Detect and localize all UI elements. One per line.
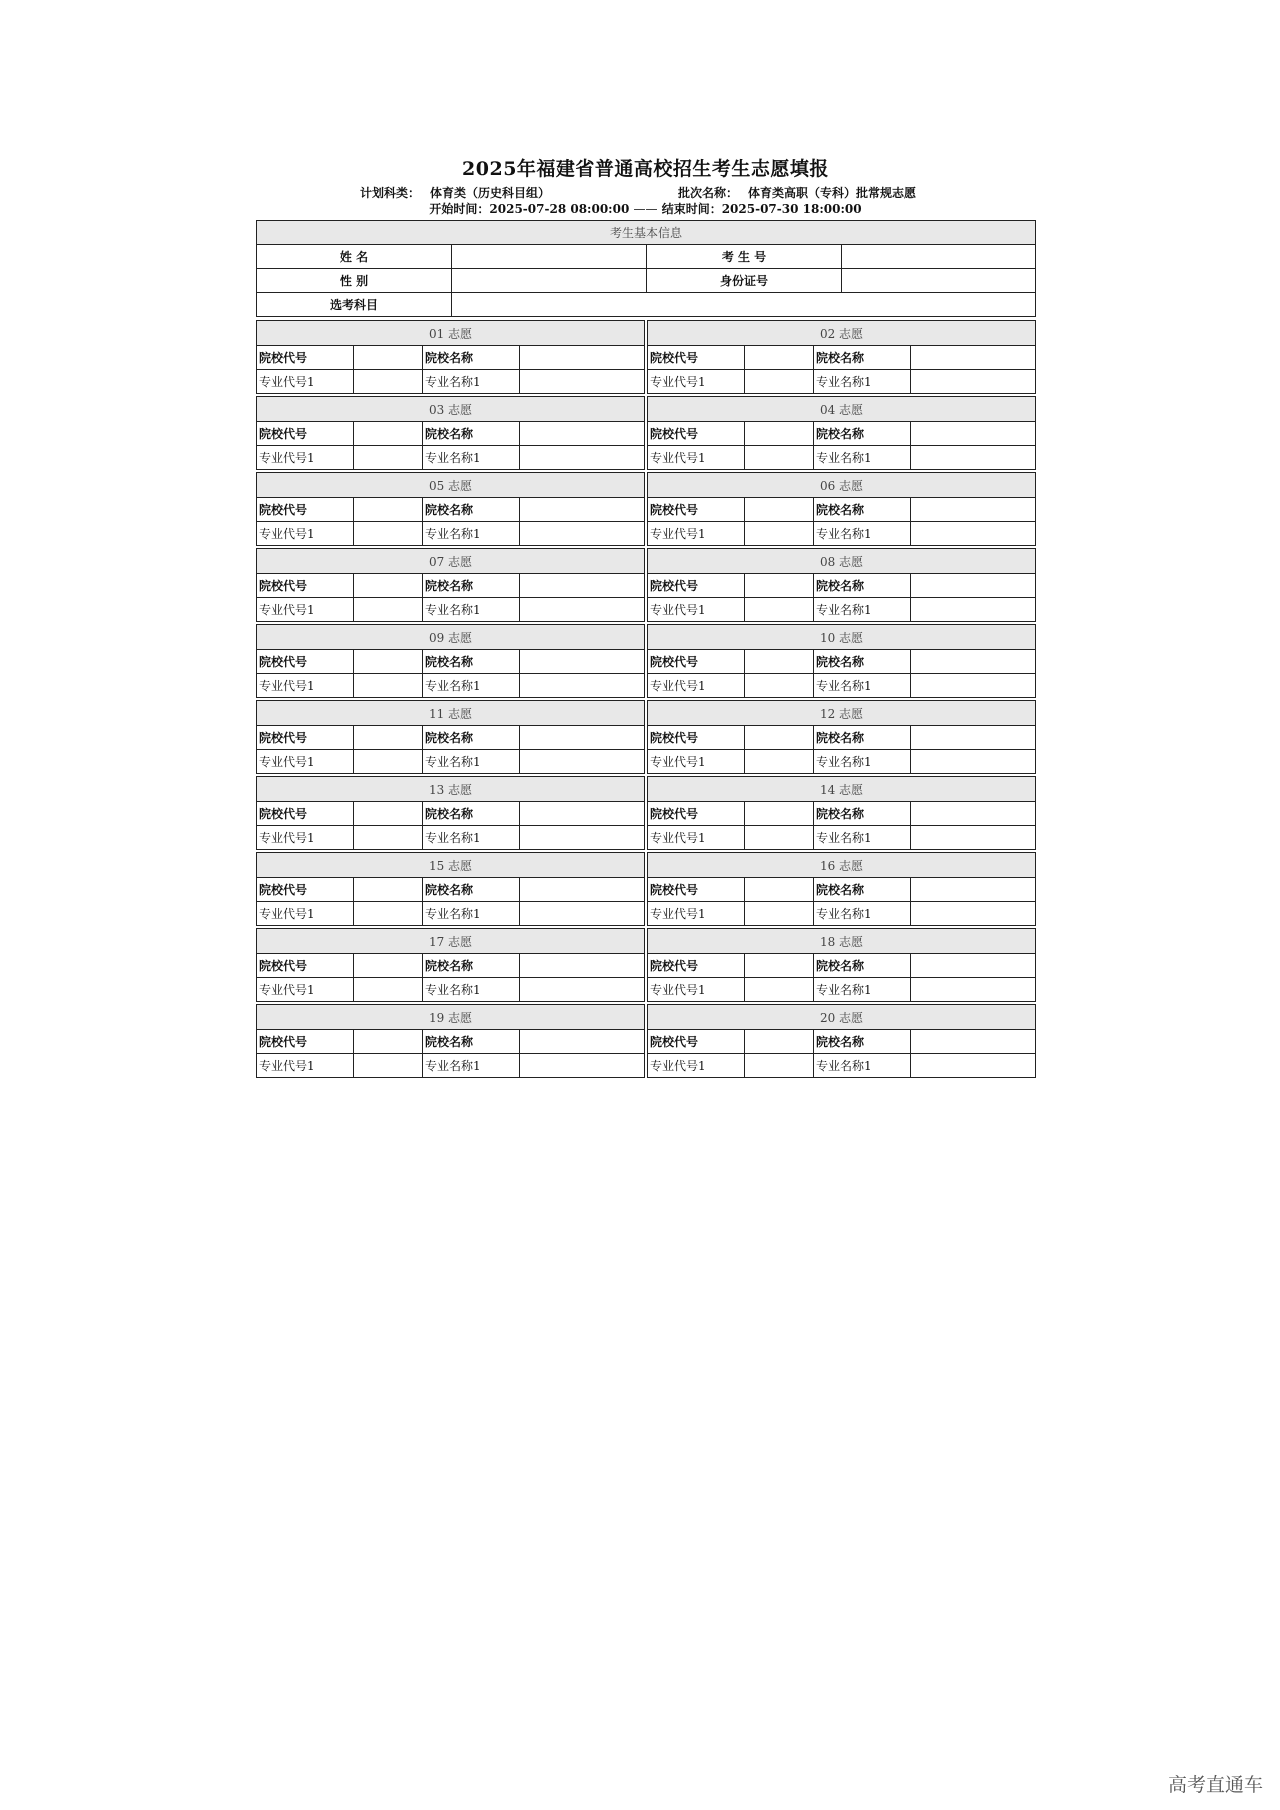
major-row: [648, 446, 1036, 470]
major-row: [648, 370, 1036, 394]
school-row: [257, 574, 645, 598]
school-row: [648, 574, 1036, 598]
volunteer-title: 15 志愿: [257, 853, 645, 878]
major-code-field[interactable]: [354, 826, 423, 850]
major-row: [257, 902, 645, 926]
volunteer-block: [256, 776, 645, 850]
school-code-label: 院校代号: [257, 650, 354, 674]
school-name-field[interactable]: [911, 574, 1036, 598]
major-code-field[interactable]: [354, 750, 423, 774]
school-name-label: 院校名称: [814, 498, 911, 522]
volunteer-header-row: [257, 777, 645, 802]
major-name-field[interactable]: [911, 522, 1036, 546]
end-label: 结束时间：: [661, 202, 722, 216]
volunteer-title: 09 志愿: [257, 625, 645, 650]
major-code-label: 专业代号1: [257, 978, 354, 1002]
end-value: 2025-07-30 18:00:00: [721, 202, 862, 216]
major-name-field[interactable]: [911, 902, 1036, 926]
school-row: [257, 878, 645, 902]
major-row: [648, 598, 1036, 622]
school-name-label: 院校名称: [814, 878, 911, 902]
watermark: 高考直通车: [1167, 1774, 1263, 1796]
major-row: [648, 902, 1036, 926]
major-row: [257, 522, 645, 546]
major-name-field[interactable]: [911, 750, 1036, 774]
school-name-field[interactable]: [520, 574, 645, 598]
school-name-field[interactable]: [520, 878, 645, 902]
major-code-label: 专业代号1: [648, 902, 745, 926]
major-row: [648, 674, 1036, 698]
volunteer-title: 07 志愿: [257, 549, 645, 574]
major-name-label: 专业名称1: [423, 598, 520, 622]
major-name-field[interactable]: [520, 598, 645, 622]
volunteer-title: 13 志愿: [257, 777, 645, 802]
volunteer-title: 08 志愿: [648, 549, 1036, 574]
volunteer-header-row: [257, 549, 645, 574]
major-code-field[interactable]: [745, 370, 814, 394]
school-name-label: 院校名称: [814, 954, 911, 978]
school-name-label: 院校名称: [423, 802, 520, 826]
major-name-field[interactable]: [520, 750, 645, 774]
major-row: [648, 750, 1036, 774]
school-row: [648, 954, 1036, 978]
school-code-field[interactable]: [745, 498, 814, 522]
school-code-field[interactable]: [354, 346, 423, 370]
major-code-label: 专业代号1: [648, 674, 745, 698]
school-name-label: 院校名称: [814, 802, 911, 826]
volunteer-title: 11 志愿: [257, 701, 645, 726]
school-code-field[interactable]: [745, 802, 814, 826]
volunteer-block: [256, 548, 645, 622]
school-row: [648, 422, 1036, 446]
major-name-label: 专业名称1: [423, 826, 520, 850]
volunteer-title: 14 志愿: [648, 777, 1036, 802]
school-code-field[interactable]: [745, 878, 814, 902]
major-name-label: 专业名称1: [423, 1054, 520, 1078]
major-code-label: 专业代号1: [648, 370, 745, 394]
major-code-label: 专业代号1: [257, 370, 354, 394]
school-row: [648, 878, 1036, 902]
name-label: 姓 名: [257, 245, 452, 269]
major-name-field[interactable]: [911, 598, 1036, 622]
volunteer-header-row: [257, 397, 645, 422]
plan-value: 体育类（历史科目组）: [430, 186, 551, 200]
school-code-label: 院校代号: [648, 422, 745, 446]
basic-row-2: [257, 269, 1036, 293]
school-name-label: 院校名称: [423, 422, 520, 446]
volunteer-block: [256, 928, 645, 1002]
volunteer-header-row: [257, 625, 645, 650]
volunteer-block: [256, 852, 645, 926]
major-code-field[interactable]: [745, 674, 814, 698]
volunteer-header-row: [648, 853, 1036, 878]
major-code-field[interactable]: [354, 522, 423, 546]
major-code-label: 专业代号1: [648, 1054, 745, 1078]
volunteer-title: 06 志愿: [648, 473, 1036, 498]
school-code-field[interactable]: [354, 574, 423, 598]
volunteer-header-row: [257, 473, 645, 498]
major-code-label: 专业代号1: [648, 598, 745, 622]
school-row: [648, 802, 1036, 826]
school-code-label: 院校代号: [257, 954, 354, 978]
major-name-field[interactable]: [911, 978, 1036, 1002]
school-code-field[interactable]: [354, 954, 423, 978]
school-name-label: 院校名称: [423, 954, 520, 978]
school-code-field[interactable]: [354, 802, 423, 826]
major-code-field[interactable]: [354, 1054, 423, 1078]
basic-info-table: [256, 220, 1036, 317]
major-name-label: 专业名称1: [814, 370, 911, 394]
school-row: [648, 726, 1036, 750]
school-code-label: 院校代号: [257, 574, 354, 598]
id-label: 身份证号: [647, 269, 842, 293]
school-name-field[interactable]: [911, 346, 1036, 370]
volunteer-block: [647, 700, 1036, 774]
major-code-field[interactable]: [354, 446, 423, 470]
major-code-label: 专业代号1: [257, 902, 354, 926]
school-row: [648, 498, 1036, 522]
major-name-label: 专业名称1: [423, 978, 520, 1002]
school-name-field[interactable]: [911, 1030, 1036, 1054]
major-code-field[interactable]: [354, 902, 423, 926]
school-name-label: 院校名称: [814, 574, 911, 598]
school-code-label: 院校代号: [257, 346, 354, 370]
major-name-field[interactable]: [520, 446, 645, 470]
school-name-field[interactable]: [911, 954, 1036, 978]
major-name-label: 专业名称1: [814, 750, 911, 774]
school-code-field[interactable]: [745, 954, 814, 978]
volunteer-title: 05 志愿: [257, 473, 645, 498]
major-name-field[interactable]: [520, 522, 645, 546]
school-name-field[interactable]: [911, 650, 1036, 674]
volunteer-block: [647, 1004, 1036, 1078]
major-name-field[interactable]: [520, 674, 645, 698]
major-code-field[interactable]: [745, 750, 814, 774]
plan-label: 计划科类：: [360, 186, 421, 200]
volunteer-title: 03 志愿: [257, 397, 645, 422]
volunteer-title: 18 志愿: [648, 929, 1036, 954]
exam-no-field[interactable]: [842, 245, 1036, 269]
school-name-field[interactable]: [520, 346, 645, 370]
volunteer-header-row: [648, 321, 1036, 346]
school-code-label: 院校代号: [648, 802, 745, 826]
major-code-label: 专业代号1: [257, 750, 354, 774]
major-row: [648, 522, 1036, 546]
school-name-label: 院校名称: [423, 726, 520, 750]
major-name-label: 专业名称1: [423, 370, 520, 394]
school-code-field[interactable]: [354, 878, 423, 902]
major-code-label: 专业代号1: [648, 446, 745, 470]
major-name-field[interactable]: [911, 370, 1036, 394]
volunteer-header-row: [257, 321, 645, 346]
plan-batch-line: [256, 182, 1035, 200]
school-name-label: 院校名称: [814, 650, 911, 674]
school-name-field[interactable]: [520, 650, 645, 674]
volunteer-title: 12 志愿: [648, 701, 1036, 726]
volunteer-title: 17 志愿: [257, 929, 645, 954]
major-code-label: 专业代号1: [257, 598, 354, 622]
major-name-field[interactable]: [520, 1054, 645, 1078]
school-name-field[interactable]: [520, 422, 645, 446]
school-row: [257, 650, 645, 674]
school-code-field[interactable]: [354, 650, 423, 674]
start-value: 2025-07-28 08:00:00: [489, 202, 630, 216]
volunteer-header-row: [648, 1005, 1036, 1030]
major-name-label: 专业名称1: [814, 522, 911, 546]
school-code-label: 院校代号: [648, 726, 745, 750]
basic-info-header-row: [257, 221, 1036, 245]
major-code-label: 专业代号1: [648, 826, 745, 850]
school-code-field[interactable]: [745, 574, 814, 598]
school-row: [257, 346, 645, 370]
school-name-field[interactable]: [520, 726, 645, 750]
major-name-label: 专业名称1: [814, 902, 911, 926]
major-code-field[interactable]: [354, 978, 423, 1002]
school-row: [257, 802, 645, 826]
volunteer-header-row: [648, 777, 1036, 802]
major-code-field[interactable]: [745, 1054, 814, 1078]
school-code-label: 院校代号: [257, 1030, 354, 1054]
major-name-label: 专业名称1: [423, 902, 520, 926]
application-form: [256, 156, 1035, 1078]
school-code-label: 院校代号: [257, 498, 354, 522]
major-name-field[interactable]: [911, 446, 1036, 470]
major-row: [257, 1054, 645, 1078]
major-row: [648, 978, 1036, 1002]
school-name-label: 院校名称: [814, 1030, 911, 1054]
school-name-label: 院校名称: [423, 650, 520, 674]
school-row: [648, 1030, 1036, 1054]
major-name-field[interactable]: [520, 978, 645, 1002]
school-name-field[interactable]: [520, 954, 645, 978]
basic-row-1: [257, 245, 1036, 269]
start-label: 开始时间：: [429, 202, 490, 216]
school-name-field[interactable]: [911, 422, 1036, 446]
school-name-label: 院校名称: [423, 498, 520, 522]
major-name-label: 专业名称1: [423, 522, 520, 546]
volunteer-header-row: [648, 625, 1036, 650]
major-code-label: 专业代号1: [648, 978, 745, 1002]
major-code-field[interactable]: [354, 598, 423, 622]
major-name-label: 专业名称1: [814, 674, 911, 698]
volunteer-header-row: [648, 549, 1036, 574]
volunteer-header-row: [648, 929, 1036, 954]
school-name-label: 院校名称: [423, 346, 520, 370]
major-code-label: 专业代号1: [257, 674, 354, 698]
volunteer-block: [256, 396, 645, 470]
volunteer-block: [256, 320, 645, 394]
major-name-label: 专业名称1: [423, 750, 520, 774]
school-code-label: 院校代号: [648, 878, 745, 902]
school-row: [257, 422, 645, 446]
name-field[interactable]: [452, 245, 647, 269]
major-row: [257, 446, 645, 470]
school-row: [257, 954, 645, 978]
school-row: [257, 1030, 645, 1054]
school-row: [257, 726, 645, 750]
school-code-label: 院校代号: [257, 726, 354, 750]
school-name-label: 院校名称: [423, 1030, 520, 1054]
school-code-field[interactable]: [745, 650, 814, 674]
volunteer-header-row: [257, 701, 645, 726]
school-code-label: 院校代号: [648, 346, 745, 370]
volunteer-grid: [256, 320, 1035, 1078]
form-title: 2025年福建省普通高校招生考生志愿填报: [462, 158, 829, 180]
major-name-label: 专业名称1: [814, 826, 911, 850]
school-code-label: 院校代号: [257, 802, 354, 826]
school-row: [257, 498, 645, 522]
volunteer-block: [647, 396, 1036, 470]
volunteer-block: [647, 624, 1036, 698]
volunteer-header-row: [257, 1005, 645, 1030]
major-code-field[interactable]: [745, 978, 814, 1002]
volunteer-header-row: [648, 473, 1036, 498]
school-name-field[interactable]: [520, 802, 645, 826]
school-code-field[interactable]: [745, 346, 814, 370]
volunteer-block: [256, 624, 645, 698]
volunteer-block: [647, 928, 1036, 1002]
batch-value: 体育类高职（专科）批常规志愿: [748, 186, 917, 200]
major-name-label: 专业名称1: [814, 598, 911, 622]
major-name-label: 专业名称1: [423, 674, 520, 698]
volunteer-block: [647, 776, 1036, 850]
major-name-label: 专业名称1: [423, 446, 520, 470]
school-code-label: 院校代号: [648, 954, 745, 978]
major-name-field[interactable]: [520, 370, 645, 394]
major-code-field[interactable]: [745, 446, 814, 470]
major-row: [257, 978, 645, 1002]
subjects-field[interactable]: [452, 293, 1036, 317]
school-name-label: 院校名称: [423, 574, 520, 598]
major-name-label: 专业名称1: [814, 978, 911, 1002]
basic-info-header: 考生基本信息: [257, 221, 1036, 245]
school-code-field[interactable]: [745, 422, 814, 446]
batch-info: [678, 184, 916, 201]
batch-label: 批次名称：: [678, 186, 739, 200]
school-code-field[interactable]: [354, 422, 423, 446]
school-row: [648, 346, 1036, 370]
volunteer-title: 16 志愿: [648, 853, 1036, 878]
school-code-field[interactable]: [354, 498, 423, 522]
major-row: [257, 674, 645, 698]
plan-info: [360, 184, 550, 201]
major-code-field[interactable]: [745, 522, 814, 546]
major-row: [648, 826, 1036, 850]
school-row: [648, 650, 1036, 674]
id-field[interactable]: [842, 269, 1036, 293]
school-code-label: 院校代号: [648, 498, 745, 522]
major-code-field[interactable]: [354, 370, 423, 394]
major-code-label: 专业代号1: [257, 826, 354, 850]
volunteer-title: 02 志愿: [648, 321, 1036, 346]
school-code-field[interactable]: [745, 726, 814, 750]
major-code-label: 专业代号1: [257, 1054, 354, 1078]
exam-no-label: 考 生 号: [647, 245, 842, 269]
volunteer-title: 20 志愿: [648, 1005, 1036, 1030]
volunteer-block: [256, 700, 645, 774]
major-code-field[interactable]: [745, 826, 814, 850]
school-name-field[interactable]: [520, 498, 645, 522]
volunteer-block: [256, 472, 645, 546]
major-code-field[interactable]: [745, 598, 814, 622]
school-code-label: 院校代号: [648, 650, 745, 674]
major-name-field[interactable]: [911, 1054, 1036, 1078]
gender-field[interactable]: [452, 269, 647, 293]
school-name-label: 院校名称: [814, 346, 911, 370]
basic-row-3: [257, 293, 1036, 317]
major-code-label: 专业代号1: [257, 522, 354, 546]
major-name-field[interactable]: [520, 826, 645, 850]
gender-label: 性 别: [257, 269, 452, 293]
volunteer-block: [647, 548, 1036, 622]
school-code-field[interactable]: [354, 1030, 423, 1054]
volunteer-header-row: [257, 853, 645, 878]
volunteer-title: 19 志愿: [257, 1005, 645, 1030]
major-row: [257, 370, 645, 394]
school-name-field[interactable]: [911, 802, 1036, 826]
volunteer-header-row: [257, 929, 645, 954]
major-name-label: 专业名称1: [814, 1054, 911, 1078]
major-code-label: 专业代号1: [648, 522, 745, 546]
time-separator: ——: [633, 202, 658, 216]
school-code-label: 院校代号: [257, 878, 354, 902]
major-row: [648, 1054, 1036, 1078]
major-code-label: 专业代号1: [648, 750, 745, 774]
volunteer-title: 04 志愿: [648, 397, 1036, 422]
major-code-field[interactable]: [354, 674, 423, 698]
major-name-field[interactable]: [520, 902, 645, 926]
subjects-label: 选考科目: [257, 293, 452, 317]
major-row: [257, 750, 645, 774]
school-name-field[interactable]: [520, 1030, 645, 1054]
major-row: [257, 826, 645, 850]
volunteer-block: [256, 1004, 645, 1078]
major-code-field[interactable]: [745, 902, 814, 926]
major-name-field[interactable]: [911, 674, 1036, 698]
school-name-field[interactable]: [911, 498, 1036, 522]
major-name-label: 专业名称1: [814, 446, 911, 470]
school-name-label: 院校名称: [814, 422, 911, 446]
time-line: [256, 200, 1035, 218]
volunteer-block: [647, 852, 1036, 926]
volunteer-title: 01 志愿: [257, 321, 645, 346]
school-code-label: 院校代号: [648, 574, 745, 598]
major-row: [257, 598, 645, 622]
school-code-field[interactable]: [354, 726, 423, 750]
school-code-field[interactable]: [745, 1030, 814, 1054]
school-name-label: 院校名称: [814, 726, 911, 750]
school-name-field[interactable]: [911, 726, 1036, 750]
school-name-field[interactable]: [911, 878, 1036, 902]
school-code-label: 院校代号: [648, 1030, 745, 1054]
school-code-label: 院校代号: [257, 422, 354, 446]
major-name-field[interactable]: [911, 826, 1036, 850]
volunteer-title: 10 志愿: [648, 625, 1036, 650]
major-code-label: 专业代号1: [257, 446, 354, 470]
volunteer-header-row: [648, 397, 1036, 422]
volunteer-block: [647, 320, 1036, 394]
volunteer-header-row: [648, 701, 1036, 726]
school-name-label: 院校名称: [423, 878, 520, 902]
volunteer-block: [647, 472, 1036, 546]
